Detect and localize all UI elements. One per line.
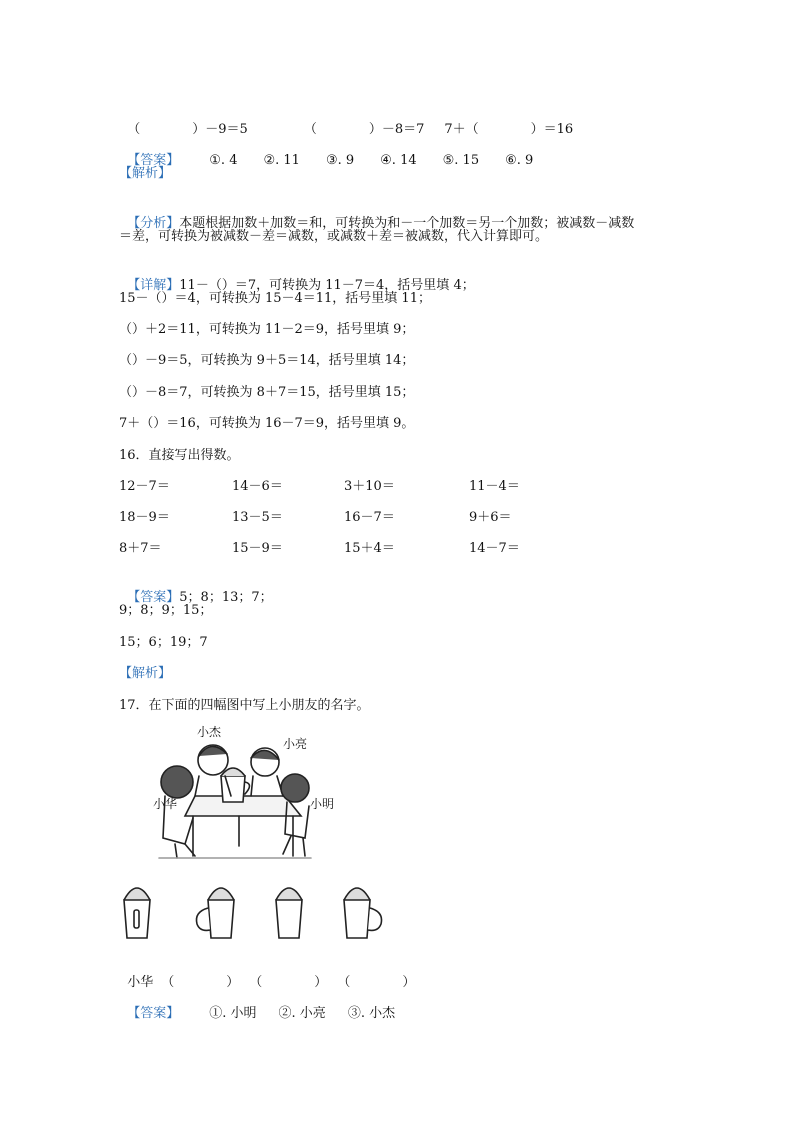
q16-cell: 8＋7＝	[119, 541, 162, 556]
cup-left-handle-icon	[188, 878, 248, 942]
q17-fill-prefix: 小华	[127, 975, 154, 990]
q16-answer-text: 15；6；19；7	[119, 635, 208, 650]
fenxi-text-2: ＝差，可转换为被减数－差＝减数，或减数＋差＝被减数，代入计算即可。	[119, 229, 549, 244]
fenxi-text-1: 本题根据加数＋加数＝和，可转换为和－一个加数＝另一个加数；被减数－减数	[179, 216, 635, 231]
detail-text: 15－（）＝4，可转换为 15－4＝11，括号里填 11；	[119, 291, 431, 306]
detail-text: （）＋2＝11，可转换为 11－2＝9，括号里填 9；	[119, 322, 415, 337]
answer-tag: 【答案】	[127, 590, 180, 605]
q15-answer-6: ⑥. 9	[505, 153, 534, 168]
children-table-illustration	[153, 725, 335, 862]
q17-title: 17．在下面的四幅图中写上小朋友的名字。	[119, 698, 370, 713]
q16-cell: 16－7＝	[344, 510, 395, 525]
q15-answer-1: ①. 4	[209, 153, 238, 168]
q16-cell: 12－7＝	[119, 479, 170, 494]
detail-text: 7＋（）＝16，可转换为 16－7＝9，括号里填 9。	[119, 416, 415, 431]
figure-label-xiaohua: 小华	[153, 797, 178, 811]
answer-tag: 【答案】	[127, 1006, 180, 1021]
fenxi-tag: 【分析】	[127, 216, 180, 231]
q15-item-1: （ ）－9＝5	[127, 122, 248, 137]
q17-answer-row	[119, 987, 395, 1023]
q16-cell: 3＋10＝	[344, 479, 395, 494]
figure-label-xiaoliang: 小亮	[283, 737, 308, 751]
q16-answer-text: 5；8；13；7；	[179, 590, 273, 605]
q17-answer-1: ①. 小明	[209, 1006, 257, 1021]
cup-front-view-icon	[118, 878, 166, 942]
cup-back-view-icon	[270, 878, 318, 942]
q16-cell: 14－7＝	[469, 541, 520, 556]
figure-label-xiaoming: 小明	[310, 797, 335, 811]
q16-answer-text: 9；8；9；15；	[119, 603, 213, 618]
detail-text: （）－9＝5，可转换为 9＋5＝14，括号里填 14；	[119, 353, 415, 368]
q16-cell: 13－5＝	[232, 510, 283, 525]
xiangjie-tag: 【详解】	[127, 278, 180, 293]
q15-jiexi-tag: 【解析】	[119, 166, 172, 181]
q15-answer-3: ③. 9	[325, 153, 355, 168]
q15-answer-2: ②. 11	[263, 153, 300, 168]
figure-label-xiaojie: 小杰	[197, 725, 222, 739]
q16-title: 16．直接写出得数。	[119, 448, 240, 463]
detail-text: 11－（）＝7，可转换为 11－7＝4，括号里填 4；	[179, 278, 475, 293]
q16-cell: 14－6＝	[232, 479, 283, 494]
q17-answer-3: ③. 小杰	[347, 1006, 396, 1021]
q16-cell: 15－9＝	[232, 541, 283, 556]
answer-tag: 【答案】	[127, 153, 180, 168]
q15-item-2: （ ）－8＝7	[303, 122, 425, 137]
detail-text: （）－8＝7，可转换为 8＋7＝15，括号里填 15；	[119, 385, 415, 400]
cup-right-handle-icon	[340, 878, 400, 942]
q16-cell: 11－4＝	[469, 479, 520, 494]
q15-answer-row	[119, 134, 533, 170]
q17-blank-2: （ ）	[249, 975, 328, 990]
q16-cell: 9＋6＝	[469, 510, 512, 525]
q16-jiexi-tag: 【解析】	[119, 666, 172, 681]
q17-blank-3: （ ）	[337, 975, 416, 990]
q17-blank-1: （ ）	[161, 975, 240, 990]
q16-cell: 18－9＝	[119, 510, 170, 525]
q17-answer-2: ②. 小亮	[278, 1006, 326, 1021]
q15-answer-5: ⑤. 15	[442, 153, 480, 168]
q15-answer-4: ④. 14	[380, 153, 417, 168]
q15-item-3: 7＋（ ）＝16	[444, 122, 574, 137]
q16-cell: 15＋4＝	[344, 541, 395, 556]
